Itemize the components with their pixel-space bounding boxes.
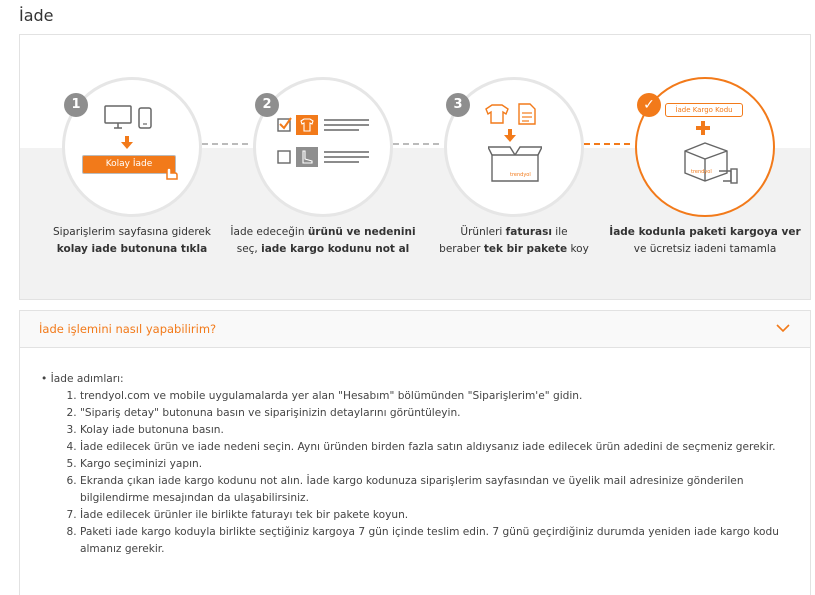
step-1 [62,77,202,217]
step-4-check-icon: ✓ [637,93,661,117]
kolay-iade-button-illustration: Kolay İade [82,155,176,174]
monitor-icon [104,105,132,131]
mobile-phone-icon [138,107,152,129]
step-4-caption: İade kodunla paketi kargoya ver ve ücretsiz iadeni tamamla [609,226,801,255]
step-connector [202,143,248,145]
list-item: 5. Kargo seçiminizi yapın. [80,456,800,473]
product-selection-icon [277,115,373,175]
return-steps-panel [19,34,811,300]
list-item: 2. "Sipariş detay" butonuna basın ve siparişinizin detaylarını görüntüleyin. [80,405,800,422]
list-item: 4. İade edilecek ürün ve iade nedeni seçin. Aynı üründen birden fazla satın aldıysanız iade edilecek ürün adedini de seçmeniz gerekir. [80,439,800,456]
down-arrow-head [121,142,133,149]
list-item: 6. Ekranda çıkan iade kargo kodunu not alın. İade kargo kodunuza siparişlerim sayfasından ve üyelik mail adresinize gönderilen bilgilendirme mesajından da ulaşabilirsiniz. [80,473,800,507]
return-code-label: İade Kargo Kodu [665,103,743,117]
step-2-caption: İade edeceğin ürünü ve nedenini seç, iade kargo kodunu not al [230,226,416,255]
return-steps-list [60,388,800,558]
chevron-down-icon[interactable] [774,319,792,337]
step-connector-active [584,143,630,145]
box-brand-label: trendyol [691,169,712,175]
step-1-caption: Siparişlerim sayfasına giderek kolay iade butonuna tıkla [53,226,211,255]
down-arrow-head [504,135,516,142]
list-item: 3. Kolay iade butonuna basın. [80,422,800,439]
step-2-number: 2 [255,93,279,117]
hand-cursor-icon [162,163,180,181]
page-title: İade [19,6,54,25]
plus-icon [696,121,710,135]
shirt-icon [484,103,510,125]
faq-accordion [19,310,811,595]
step-3-number: 3 [446,93,470,117]
steps-intro: • İade adımları: [41,373,124,385]
accordion-title[interactable]: İade işlemini nasıl yapabilirim? [39,322,217,336]
list-item: 7. İade edilecek ürünler ile birlikte faturayı tek bir pakete koyun. [80,507,800,524]
step-connector [393,143,439,145]
step-3-caption: Ürünleri faturası ile beraber tek bir pakete koy [439,226,589,255]
step-3 [444,77,584,217]
list-item: 1. trendyol.com ve mobile uygulamalarda yer alan "Hesabım" bölümünden "Siparişlerim'e" gidin. [80,388,800,405]
step-4 [635,77,775,217]
invoice-icon [518,103,536,125]
accordion-header[interactable] [20,311,810,348]
step-1-number: 1 [64,93,88,117]
list-item: 8. Paketi iade kargo koduyla birlikte seçtiğiniz kargoya 7 gün içinde teslim edin. 7 günü geçirdiğiniz durumda yeniden iade kargo kodu almanız gerekir. [80,524,800,558]
package-handover-icon [679,141,739,185]
accordion-body [20,348,810,558]
step-2 [253,77,393,217]
box-brand-label: trendyol [510,172,531,178]
